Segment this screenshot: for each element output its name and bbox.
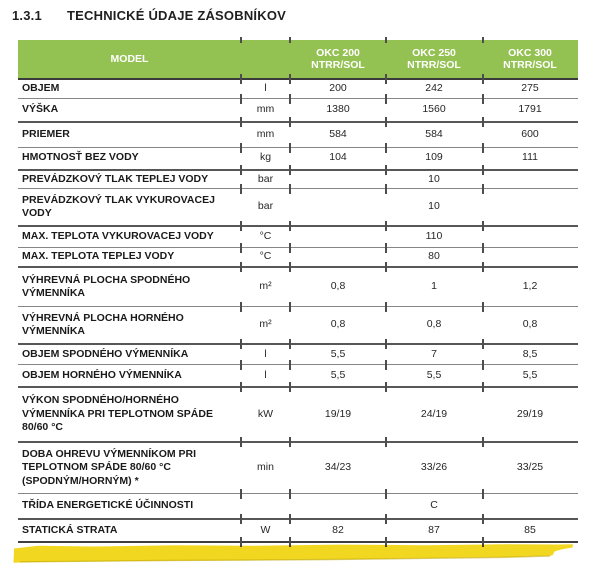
unit-cell: °C xyxy=(259,250,272,263)
value-cell: 87 xyxy=(428,523,440,536)
value-cell: 1 xyxy=(431,280,437,293)
unit-cell: kg xyxy=(259,151,272,164)
value-cell: 5,5 xyxy=(330,368,346,381)
unit-cell: m² xyxy=(259,318,272,331)
value-cell: 5,5 xyxy=(426,368,442,381)
row-label: OBJEM xyxy=(22,82,60,94)
row-label: PREVÁDZKOVÝ TLAK VYKUROVACEJ VODY xyxy=(22,193,215,219)
unit-cell: W xyxy=(260,523,271,536)
value-cell: 200 xyxy=(329,82,347,94)
header-col-okc-300 xyxy=(482,47,578,72)
value-cell: 0,8 xyxy=(330,280,346,293)
unit-cell: mm xyxy=(256,127,275,140)
value-cell: 1560 xyxy=(422,102,446,115)
header-col-model: OKC 250 xyxy=(412,46,456,59)
row-label: DOBA OHREVU VÝMENNÍKOM PRI TEPLOTNOM SPÁDE 80/60 °C (SPODNÝM/HORNÝM) * xyxy=(22,447,197,487)
table-header-row xyxy=(18,40,578,80)
unit-cell: m² xyxy=(259,280,272,293)
value-cell: 584 xyxy=(329,127,347,140)
value-cell: 5,5 xyxy=(330,347,346,360)
value-cell: 242 xyxy=(425,82,443,94)
value-cell: 1380 xyxy=(326,102,350,115)
value-cell: 1,2 xyxy=(522,280,538,293)
unit-cell: l xyxy=(264,368,267,381)
unit-cell: min xyxy=(257,461,274,474)
row-label: OBJEM HORNÉHO VÝMENNÍKA xyxy=(22,368,182,381)
row-label: PREVÁDZKOVÝ TLAK TEPLEJ VODY xyxy=(22,172,209,185)
row-label: VÝKON SPODNÉHO/HORNÉHO VÝMENNÍKA PRI TEPLOTNOM SPÁDE 80/60 °C xyxy=(22,394,213,434)
unit-cell: °C xyxy=(259,230,272,243)
value-cell-span: 80 xyxy=(428,250,440,263)
value-cell: 82 xyxy=(332,523,344,536)
table-row-objem-spodneho xyxy=(18,345,578,365)
value-cell-span: C xyxy=(430,499,438,512)
table-row-objem-horneho xyxy=(18,365,578,388)
value-cell: 0,8 xyxy=(330,318,346,331)
row-label: MAX. TEPLOTA TEPLEJ VODY xyxy=(22,250,175,263)
table-row-trida-ucinnosti xyxy=(18,494,578,520)
unit-cell: l xyxy=(264,82,267,94)
value-cell: 7 xyxy=(431,347,437,360)
unit-cell: l xyxy=(264,347,267,360)
value-cell: 85 xyxy=(524,523,536,536)
value-cell: 1791 xyxy=(518,102,542,115)
value-cell: 0,8 xyxy=(426,318,442,331)
row-label: OBJEM SPODNÉHO VÝMENNÍKA xyxy=(22,347,189,360)
value-cell: 111 xyxy=(522,151,538,164)
value-cell: 0,8 xyxy=(522,318,538,331)
section-number: 1.3.1 xyxy=(12,8,42,23)
row-label: PRIEMER xyxy=(22,127,70,140)
table-row-priemer xyxy=(18,123,578,148)
table-row-vyska xyxy=(18,99,578,123)
table-row-plocha-horneho xyxy=(18,307,578,345)
section-title xyxy=(12,8,286,23)
value-cell: 24/19 xyxy=(420,407,448,420)
table-row-plocha-spodneho xyxy=(18,268,578,307)
value-cell: 8,5 xyxy=(522,347,538,360)
value-cell: 104 xyxy=(329,151,347,164)
row-label: HMOTNOSŤ BEZ VODY xyxy=(22,151,139,164)
table-row-objem xyxy=(18,80,578,99)
table-row-max-teplota-teplej xyxy=(18,248,578,268)
value-cell: 5,5 xyxy=(522,368,538,381)
header-model: MODEL xyxy=(110,52,149,65)
table-row-tlak-teplej xyxy=(18,171,578,190)
table-row-max-teplota-vykurovacej xyxy=(18,227,578,248)
value-cell: 275 xyxy=(521,82,539,94)
row-label: VÝHREVNÁ PLOCHA HORNÉHO VÝMENNÍKA xyxy=(22,311,184,337)
row-label: VÝŠKA xyxy=(22,102,59,115)
value-cell-span: 110 xyxy=(425,230,443,243)
row-label: VÝHREVNÁ PLOCHA SPODNÉHO VÝMENNÍKA xyxy=(22,273,191,299)
table-body xyxy=(18,80,578,543)
header-col-variant: NTRR/SOL xyxy=(311,59,365,71)
value-cell: 33/25 xyxy=(516,461,544,474)
value-cell-span: 10 xyxy=(428,172,440,185)
unit-cell: mm xyxy=(256,102,275,115)
header-col-variant: NTRR/SOL xyxy=(407,59,461,71)
value-cell: 600 xyxy=(521,127,539,140)
unit-cell: bar xyxy=(257,200,274,213)
value-cell: 29/19 xyxy=(516,407,544,420)
value-cell: 33/26 xyxy=(420,461,448,474)
table-row-staticka-strata xyxy=(18,520,578,543)
table-row-hmotnost xyxy=(18,148,578,171)
header-col-variant: NTRR/SOL xyxy=(503,59,557,71)
header-col-model: OKC 300 xyxy=(508,46,552,59)
value-cell-span: 10 xyxy=(428,200,440,213)
unit-cell: bar xyxy=(257,172,274,185)
tech-data-table xyxy=(18,40,578,543)
unit-cell: kW xyxy=(257,407,274,420)
page-title: TECHNICKÉ ÚDAJE ZÁSOBNÍKOV xyxy=(67,8,286,23)
value-cell: 109 xyxy=(425,151,443,164)
row-label: MAX. TEPLOTA VYKUROVACEJ VODY xyxy=(22,230,214,243)
table-row-tlak-vykurovacej xyxy=(18,189,578,227)
row-label: STATICKÁ STRATA xyxy=(22,523,118,536)
value-cell: 584 xyxy=(425,127,443,140)
header-col-okc-250 xyxy=(386,47,482,72)
table-row-doba-ohrevu xyxy=(18,443,578,494)
table-row-vykon xyxy=(18,388,578,443)
value-cell: 19/19 xyxy=(324,407,352,420)
value-cell: 34/23 xyxy=(324,461,352,474)
header-col-okc-200 xyxy=(290,47,386,72)
row-label: TŘÍDA ENERGETICKÉ ÚČINNOSTI xyxy=(22,499,194,512)
header-col-model: OKC 200 xyxy=(316,46,360,59)
